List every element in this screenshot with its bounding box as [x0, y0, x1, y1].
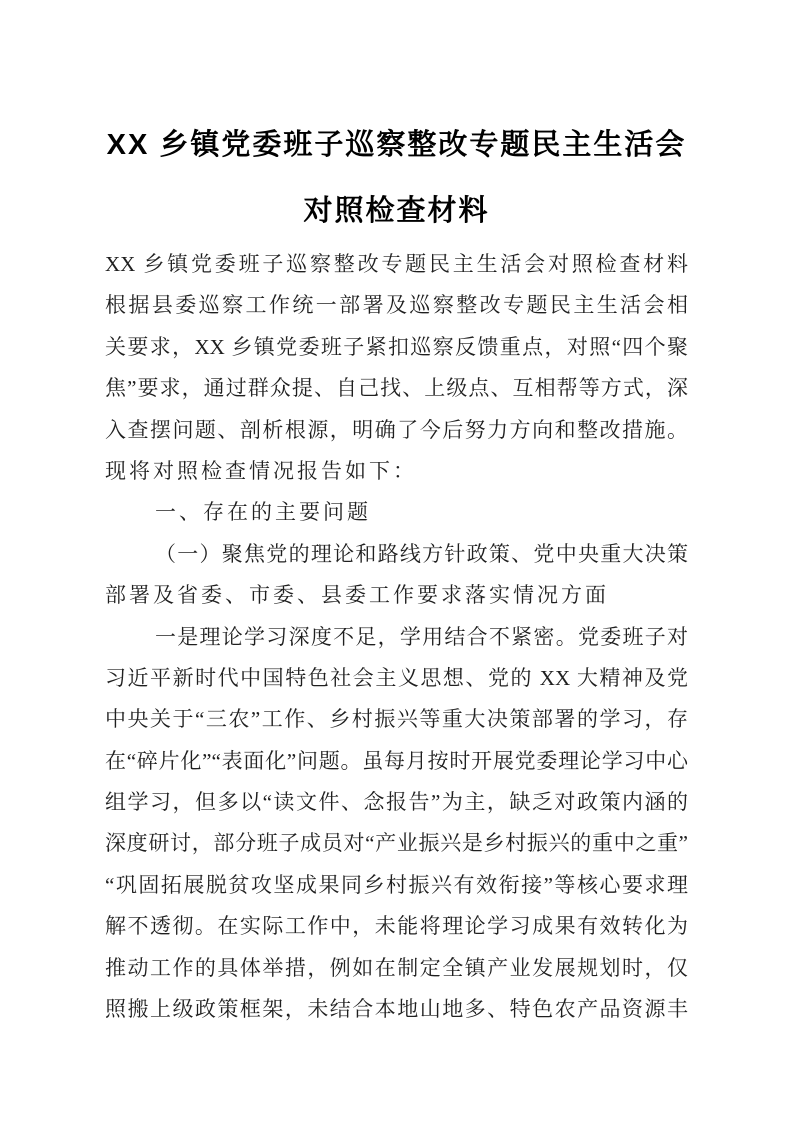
body-line: 照搬上级政策框架，未结合本地山地多、特色农产品资源丰 [105, 997, 688, 1022]
body-line: 推动工作的具体举措，例如在制定全镇产业发展规划时，仅 [105, 955, 688, 980]
body-line: 现将对照检查情况报告如下： [105, 458, 417, 483]
document-title-line-1: XX 乡镇党委班子巡察整改专题民主生活会 [106, 129, 687, 161]
body-line: 关要求，XX 乡镇党委班子紧扣巡察反馈重点，对照“四个聚 [105, 334, 688, 359]
subsection-heading: （一）聚焦党的理论和路线方针政策、党中央重大决策 [155, 541, 688, 566]
section-heading: 一、存在的主要问题 [155, 500, 371, 525]
body-line: 入查摆问题、剖析根源，明确了今后努力方向和整改措施。 [105, 417, 688, 442]
body-line: 深度研讨，部分班子成员对“产业振兴是乡村振兴的重中之重” [105, 831, 688, 856]
document-title-line-2: 对照检查材料 [303, 195, 490, 227]
body-line: 在“碎片化”“表面化”问题。虽每月按时开展党委理论学习中心 [105, 748, 688, 773]
document-title [0, 0, 793, 244]
body-line: 习近平新时代中国特色社会主义思想、党的 XX 大精神及党 [105, 665, 688, 690]
body-line: 根据县委巡察工作统一部署及巡察整改专题民主生活会相 [105, 293, 688, 318]
body-line: 中央关于“三农”工作、乡村振兴等重大决策部署的学习，存 [105, 707, 688, 732]
body-line: XX 乡镇党委班子巡察整改专题民主生活会对照检查材料 [105, 252, 688, 276]
subsection-heading-continued: 部署及省委、市委、县委工作要求落实情况方面 [105, 583, 609, 608]
body-line: 组学习，但多以“读文件、念报告”为主，缺乏对政策内涵的 [105, 790, 688, 815]
body-line: 解不透彻。在实际工作中，未能将理论学习成果有效转化为 [105, 914, 688, 939]
body-line: 一是理论学习深度不足，学用结合不紧密。党委班子对 [155, 624, 688, 649]
document-body [0, 244, 793, 1030]
body-line: “巩固拓展脱贫攻坚成果同乡村振兴有效衔接”等核心要求理 [105, 872, 688, 897]
body-line: 焦”要求，通过群众提、自己找、上级点、互相帮等方式，深 [105, 376, 688, 401]
